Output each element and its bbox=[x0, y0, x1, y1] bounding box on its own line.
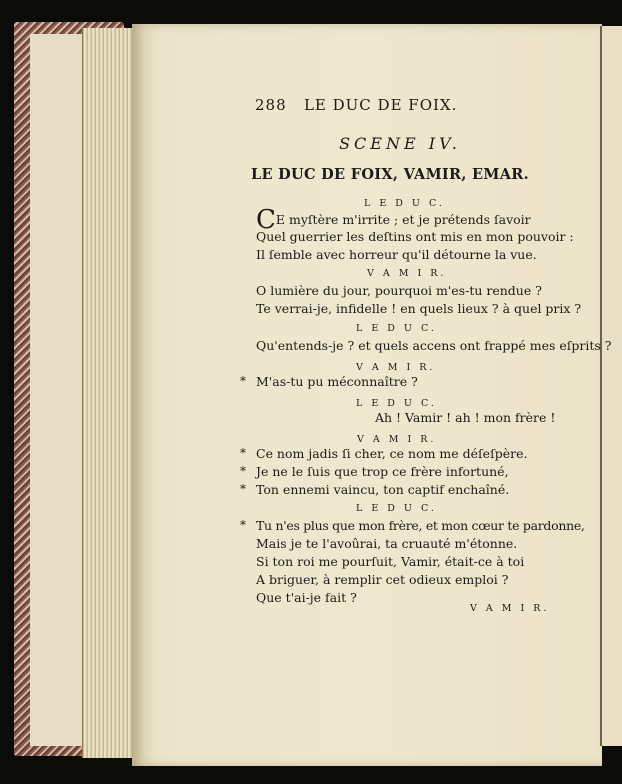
running-head-title: LE DUC DE FOIX. bbox=[303, 96, 458, 114]
verse-line-text: E myſtère m'irrite ; et je prétends ſavoir bbox=[275, 212, 531, 227]
verse-line: O lumière du jour, pourquoi m'es-tu rendue ? bbox=[256, 283, 542, 298]
verse-line: Tu n'es plus que mon frère, et mon cœur te pardonne, bbox=[256, 518, 585, 533]
verse-line: M'as-tu pu méconnaître ? bbox=[256, 374, 418, 389]
asterisk-mark: * bbox=[240, 464, 246, 478]
verse-line: Que t'ai-je fait ? bbox=[256, 590, 357, 605]
verse-line: Il ſemble avec horreur qu'il détourne la vue. bbox=[256, 247, 537, 262]
verse-line: Te verrai-je, infidelle ! en quels lieux ? à quel prix ? bbox=[256, 301, 582, 316]
asterisk-mark: * bbox=[240, 482, 246, 496]
speaker-label: L E D U C. bbox=[356, 503, 437, 514]
asterisk-mark: * bbox=[240, 518, 246, 532]
characters-line: LE DUC DE FOIX, VAMIR, EMAR. bbox=[250, 166, 530, 183]
asterisk-mark: * bbox=[240, 446, 246, 460]
verse-line: Ah ! Vamir ! ah ! mon frère ! bbox=[375, 410, 556, 425]
scene-title: SCENE IV. bbox=[339, 134, 461, 153]
verse-line: Je ne le ſuis que trop ce frère infortuné, bbox=[256, 464, 509, 479]
asterisk-mark: * bbox=[240, 374, 246, 388]
speaker-label: V A M I R. bbox=[357, 434, 437, 445]
catchword: V A M I R. bbox=[470, 603, 550, 614]
speaker-label: L E D U C. bbox=[356, 323, 437, 334]
speaker-label: L E D U C. bbox=[356, 398, 437, 409]
verse-line: A briguer, à remplir cet odieux emploi ? bbox=[256, 572, 509, 587]
verse-line: Ce nom jadis ſi cher, ce nom me déſeſpère. bbox=[256, 446, 528, 461]
running-head bbox=[255, 96, 457, 114]
verse-line: Quel guerrier les deſtins ont mis en mon pouvoir : bbox=[256, 229, 574, 244]
verse-line: Mais je te l'avoûrai, ta cruauté m'étonne. bbox=[256, 536, 518, 551]
verse-line: CE myſtère m'irrite ; et je prétends ſavoir bbox=[256, 205, 531, 235]
speaker-label: L E D U C. bbox=[364, 198, 445, 209]
page-number: 288 bbox=[255, 96, 287, 114]
speaker-label: V A M I R. bbox=[367, 268, 447, 279]
verse-line: Si ton roi me pourſuit, Vamir, était-ce à toi bbox=[256, 554, 525, 569]
speaker-label: V A M I R. bbox=[356, 362, 436, 373]
verse-line: Ton ennemi vaincu, ton captif enchaîné. bbox=[256, 482, 510, 497]
verse-line: Qu'entends-je ? et quels accens ont frappé mes eſprits ? bbox=[256, 338, 612, 353]
